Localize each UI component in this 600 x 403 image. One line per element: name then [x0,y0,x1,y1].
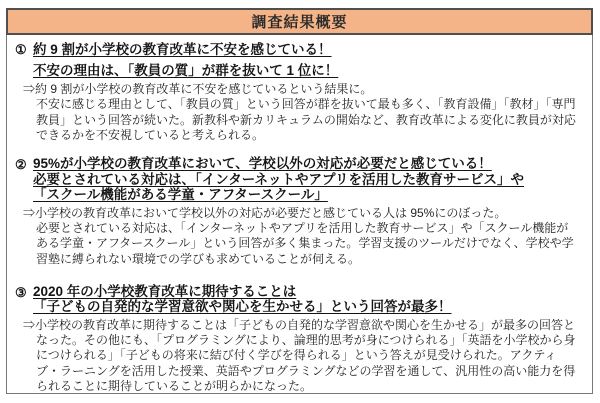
finding-section-1 [15,41,578,143]
section-3-headlines [33,284,578,315]
section-1-detail-body: 不安に感じる理由として、「教員の質」という回答が群を抜いて最も多く、「教育設備」「教材」「専門教員」という回答が続いた。新教科や新カリキュラムの開始など、教育改革による変化に教員が対応できるかを不安視していると考えられる。 [36,97,576,142]
section-2-headlines [33,156,578,203]
section-1-detail [23,82,578,143]
survey-summary-document [6,8,593,394]
section-2-headline-1: 95%が小学校の教育改革において、学校以外の対応が必要だと感じている！ [33,156,492,172]
section-1-headline-1: 約 9 割が小学校の教育改革に不安を感じている！ [33,42,332,57]
section-1-detail-lead: ⇒約 9 割が小学校の教育改革に不安を感じているという結果に。 [23,82,373,96]
section-2-heading [15,156,578,203]
section-3-headline-1: 2020 年の小学校教育改革に期待することは [33,283,297,299]
section-1-number: ① [15,42,27,57]
section-1-headline-2: 不安の理由は、「教員の質」が群を抜いて 1 位に！ [33,63,339,78]
section-3-detail-body: ⇒小学校の教育改革に期待することは「子どもの自発的な学習意欲や関心を生かせる」が最多の回答となった。その他にも、「プログラミングにより、論理的思考が身につけられる」「英語を小学校から身につけられる」「子どもの将来に結び付く学びを得られる」という答えが見受けられた。アクティブ・ラーニングを活用した授業、英語やプログラミングなどの学習を通して、汎用性の高い能力を得られることに期待していることが明らかになった。 [23,317,576,394]
section-2-number: ② [15,157,27,173]
document-body [6,35,593,394]
document-title: 調査結果概要 [251,14,348,31]
section-2-headline-3: 「スクール機能がある学童・アフタースクール」 [33,187,328,203]
section-1-headlines [33,41,578,79]
section-2-headline-2: 必要とされている対応は、「インターネットやアプリを活用した教育サービス」や [33,171,524,187]
section-3-heading [15,284,578,315]
section-2-detail-lead: ⇒小学校の教育改革において学校以外の対応が必要だと感じている人は 95%にのぼった。 [23,205,507,220]
section-2-detail [23,206,578,267]
finding-section-3 [15,284,578,394]
section-3-headline-2: 「子どもの自発的な学習意欲や関心を生かせる」という回答が最多！ [33,299,452,315]
finding-section-2 [15,156,578,267]
section-3-number: ③ [15,284,27,300]
section-3-detail [23,318,578,394]
document-title-bar [6,8,593,35]
section-1-heading [15,41,578,79]
section-2-detail-body: 必要とされている対応は、「インターネットやアプリを活用した教育サービス」や「スクール機能がある学童・アフタースクール」という回答が多く集まった。学習支援のツールだけでなく、学校や学習塾に縛られない環境での学びも求めていることが伺える。 [36,220,574,266]
